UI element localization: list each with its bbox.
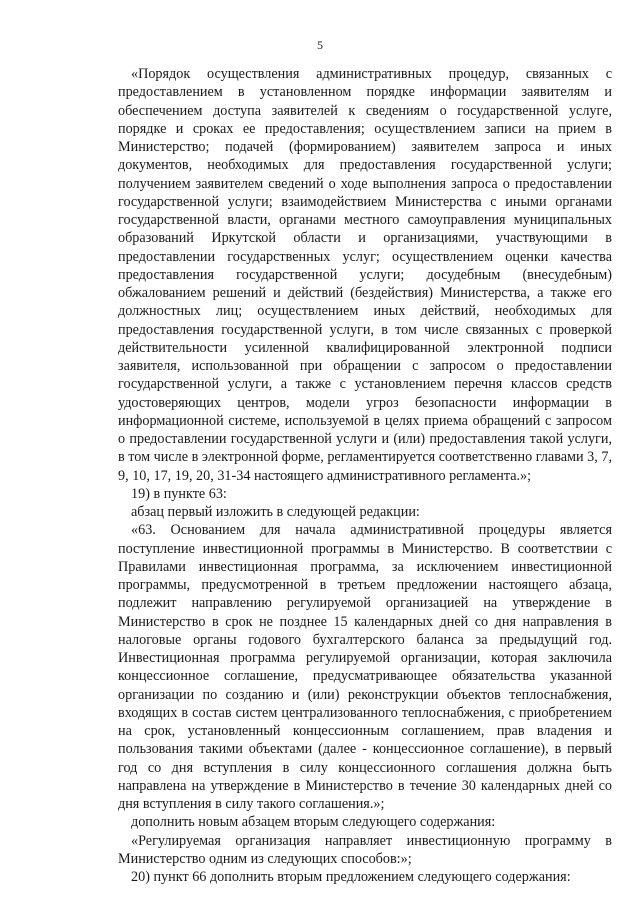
paragraph-item-63-text: «63. Основанием для начала административной процедуры является поступление инвестиционной программы в Министерство. В соответствии с Правилами инвестиционная программа, за исключением инвестиционной программы, предусмотренной в третьем предложении настоящего абзаца, подлежит направлению регулируемой организацией на утверждение в Министерство в срок не позднее 15 календарных дней со дня направления в налоговые органы годового бухгалтерского баланса за предыдущий год. Инвестиционная программа регулируемой организации, которая заключила концессионное соглашение, предусматривающее обязательства указанной организации по созданию и (или) реконструкции объектов теплоснабжения, входящих в состав систем централизованного теплоснабжения, с приобретением на срок, установленный концессионным соглашением, прав владения и пользования такими объектами (далее - концессионное соглашение), в первый год со дня вступления в силу концессионного соглашения должна быть направлена на утверждение в Министерство в течение 30 календарных дней со дня вступления в силу такого соглашения.»; xyxy=(118,522,612,812)
paragraph-item-20: 20) пункт 66 дополнить вторым предложением следующего содержания: xyxy=(131,869,571,885)
paragraph-item-19: 19) в пункте 63: xyxy=(131,485,227,502)
page-number: 5 xyxy=(317,38,323,52)
paragraph-procedure-order: «Порядок осуществления административных процедур, связанных с предоставлением в установленном порядке информации заявителям и обеспечением доступа заявителей к сведениям о государственной услуге, порядке и сроках ее предоставления; осуществлением записи на прием в Министерство; подачей (формированием) заявителем запроса и иных документов, необходимых для предоставления государственной услуги; получением заявителем сведений о ходе выполнения запроса о предоставлении государственной услуги; взаимодействием Министерства с иными органами государственной власти, органами местного самоуправления муниципальных образований Иркутской области и организациями, участвующими в предоставлении государственных услуг; осуществлением оценки качества предоставления государственной услуги; досудебным (внесудебным) обжалованием решений и действий (бездействия) Министерства, а также его должностных лиц; осуществлением иных действий, необходимых для предоставления государственной услуги, в том числе связанных с проверкой действительности усиленной квалифицированной электронной подписи заявителя, использованной при обращении с запросом о предоставлении государственной услуги, а также с установлением перечня классов средств удостоверяющих центров, модели угроз безопасности информации в информационной системе, используемой в целях приема обращений с запросом о предоставлении государственной услуги и (или) предоставления такой услуги, в том числе в электронной форме, регламентируется соответственно главами 3, 7, 9, 10, 17, 19, 20, 31-34 настоящего административного регламента.»; xyxy=(118,66,612,484)
paragraph-submission-methods: «Регулируемая организация направляет инвестиционную программу в Министерство одним из следующих способов:»; xyxy=(118,832,612,867)
document-body xyxy=(118,65,612,886)
paragraph-first-paragraph-intro: абзац первый изложить в следующей редакции: xyxy=(131,504,420,520)
paragraph-add-second-paragraph: дополнить новым абзацем вторым следующего содержания: xyxy=(131,814,496,831)
